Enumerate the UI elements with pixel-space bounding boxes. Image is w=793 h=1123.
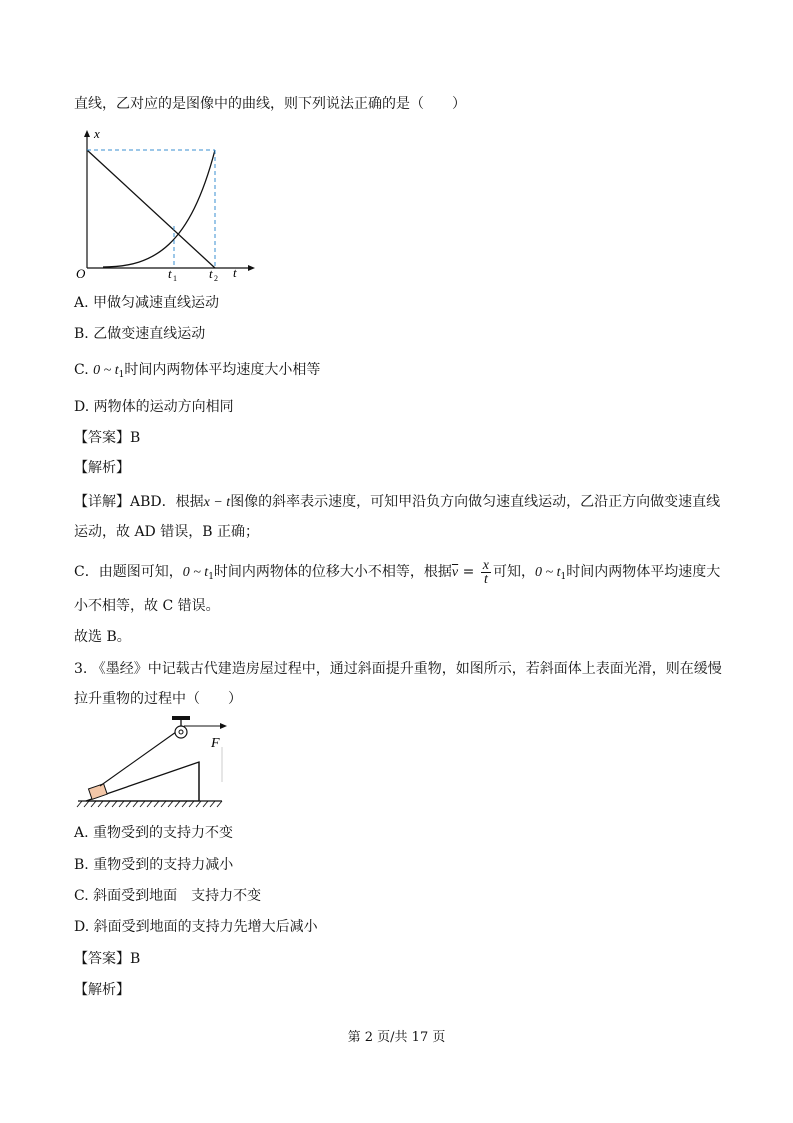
t-axis-arrow xyxy=(248,265,255,271)
q2-detail-l3d: 时间内两物体平均速度大 xyxy=(566,564,721,580)
line-jia xyxy=(87,150,215,268)
q2-detail-l3b: 时间内两物体的位移大小不相等，根据 xyxy=(213,564,452,580)
q3-incline-figure xyxy=(72,712,242,812)
q2-detail-l3c: 可知， xyxy=(493,564,535,580)
ground-hatch xyxy=(77,801,222,807)
q2-option-d: D. 两物体的运动方向相同 xyxy=(74,399,234,415)
q3-option-c: C. 斜面受到地面 支持力不变 xyxy=(74,888,262,904)
q2-option-c-sub: 1 xyxy=(118,370,125,380)
fraction-denominator: t xyxy=(483,571,488,587)
q2-detail-line2: 运动，故 AD 错误，B 正确； xyxy=(74,524,259,540)
q2-option-b: B. 乙做变速直线运动 xyxy=(74,326,206,342)
equals-sign: = xyxy=(458,564,479,580)
q2-detail-l1a: 【详解】ABD．根据 xyxy=(74,494,204,510)
q2-detail-l3-sub2: 1 xyxy=(560,572,567,582)
q2-detail-l1b: 图像的斜率表示速度，可知甲沿负方向做匀速直线运动，乙沿正方向做变速直线 xyxy=(230,494,721,510)
curve-yi xyxy=(103,150,215,267)
avg-velocity-symbol: $\overline{v}$ xyxy=(451,565,459,580)
q3-stem-line1: 3. 《墨经》中记载古代建造房屋过程中，通过斜面提升重物，如图所示，若斜面体上表面光滑，则在缓慢 xyxy=(74,661,722,677)
q2-detail-line5: 故选 B。 xyxy=(74,629,131,645)
t-axis-label: t xyxy=(233,265,237,280)
x-axis-arrow xyxy=(84,130,90,137)
q2-detail-line4: 小不相等，故 C 错误。 xyxy=(74,598,220,614)
q2-detail-l3-sub: 1 xyxy=(208,572,214,582)
q2-analysis-heading: 【解析】 xyxy=(74,460,130,476)
x-axis-label: x xyxy=(94,126,100,141)
velocity-fraction xyxy=(481,559,491,586)
t2-label: t xyxy=(209,266,213,281)
page-footer: 第 2 页/共 17 页 xyxy=(347,1030,446,1045)
origin-label: O xyxy=(76,266,86,281)
t1-label: t xyxy=(168,266,172,281)
q2-xt-graph xyxy=(70,125,260,285)
q2-detail-l3-math: 0 ~ t xyxy=(182,565,209,580)
pulley-mount xyxy=(172,716,190,720)
q3-option-a: A. 重物受到的支持力不变 xyxy=(74,825,234,841)
q2-answer: 【答案】B xyxy=(74,430,141,446)
q2-detail-line3 xyxy=(74,558,720,591)
q2-option-c-math: 0 ~ t xyxy=(93,363,119,378)
q2-option-c-prefix: C. xyxy=(74,362,94,378)
q3-analysis-heading: 【解析】 xyxy=(74,982,130,998)
t1-subscript: 1 xyxy=(173,274,177,283)
rope-line xyxy=(100,732,176,786)
q2-detail-l1-math: x − t xyxy=(203,495,231,510)
pulley-axle xyxy=(179,730,183,734)
q3-stem-line2: 拉升重物的过程中（ ） xyxy=(74,691,242,707)
q3-option-d: D. 斜面受到地面的支持力先增大后减小 xyxy=(74,919,318,935)
q2-detail-line1 xyxy=(74,492,720,513)
force-arrow-head xyxy=(220,723,227,729)
fraction-numerator: x xyxy=(482,557,489,573)
t2-subscript: 2 xyxy=(214,274,218,283)
q2-detail-l3a: C．由题图可知， xyxy=(74,564,183,580)
q2-stem-tail: 直线，乙对应的是图像中的曲线，则下列说法正确的是（ ） xyxy=(74,96,466,112)
weight-box xyxy=(88,784,107,800)
q3-option-b: B. 重物受到的支持力减小 xyxy=(74,857,234,873)
q2-detail-l3-math2: 0 ~ t xyxy=(535,565,561,580)
q2-option-a: A. 甲做匀减速直线运动 xyxy=(74,295,220,311)
force-label: F xyxy=(211,736,220,751)
q2-option-c-text: 时间内两物体平均速度大小相等 xyxy=(124,362,321,378)
q2-option-c xyxy=(74,360,320,385)
q3-answer: 【答案】B xyxy=(74,951,141,967)
